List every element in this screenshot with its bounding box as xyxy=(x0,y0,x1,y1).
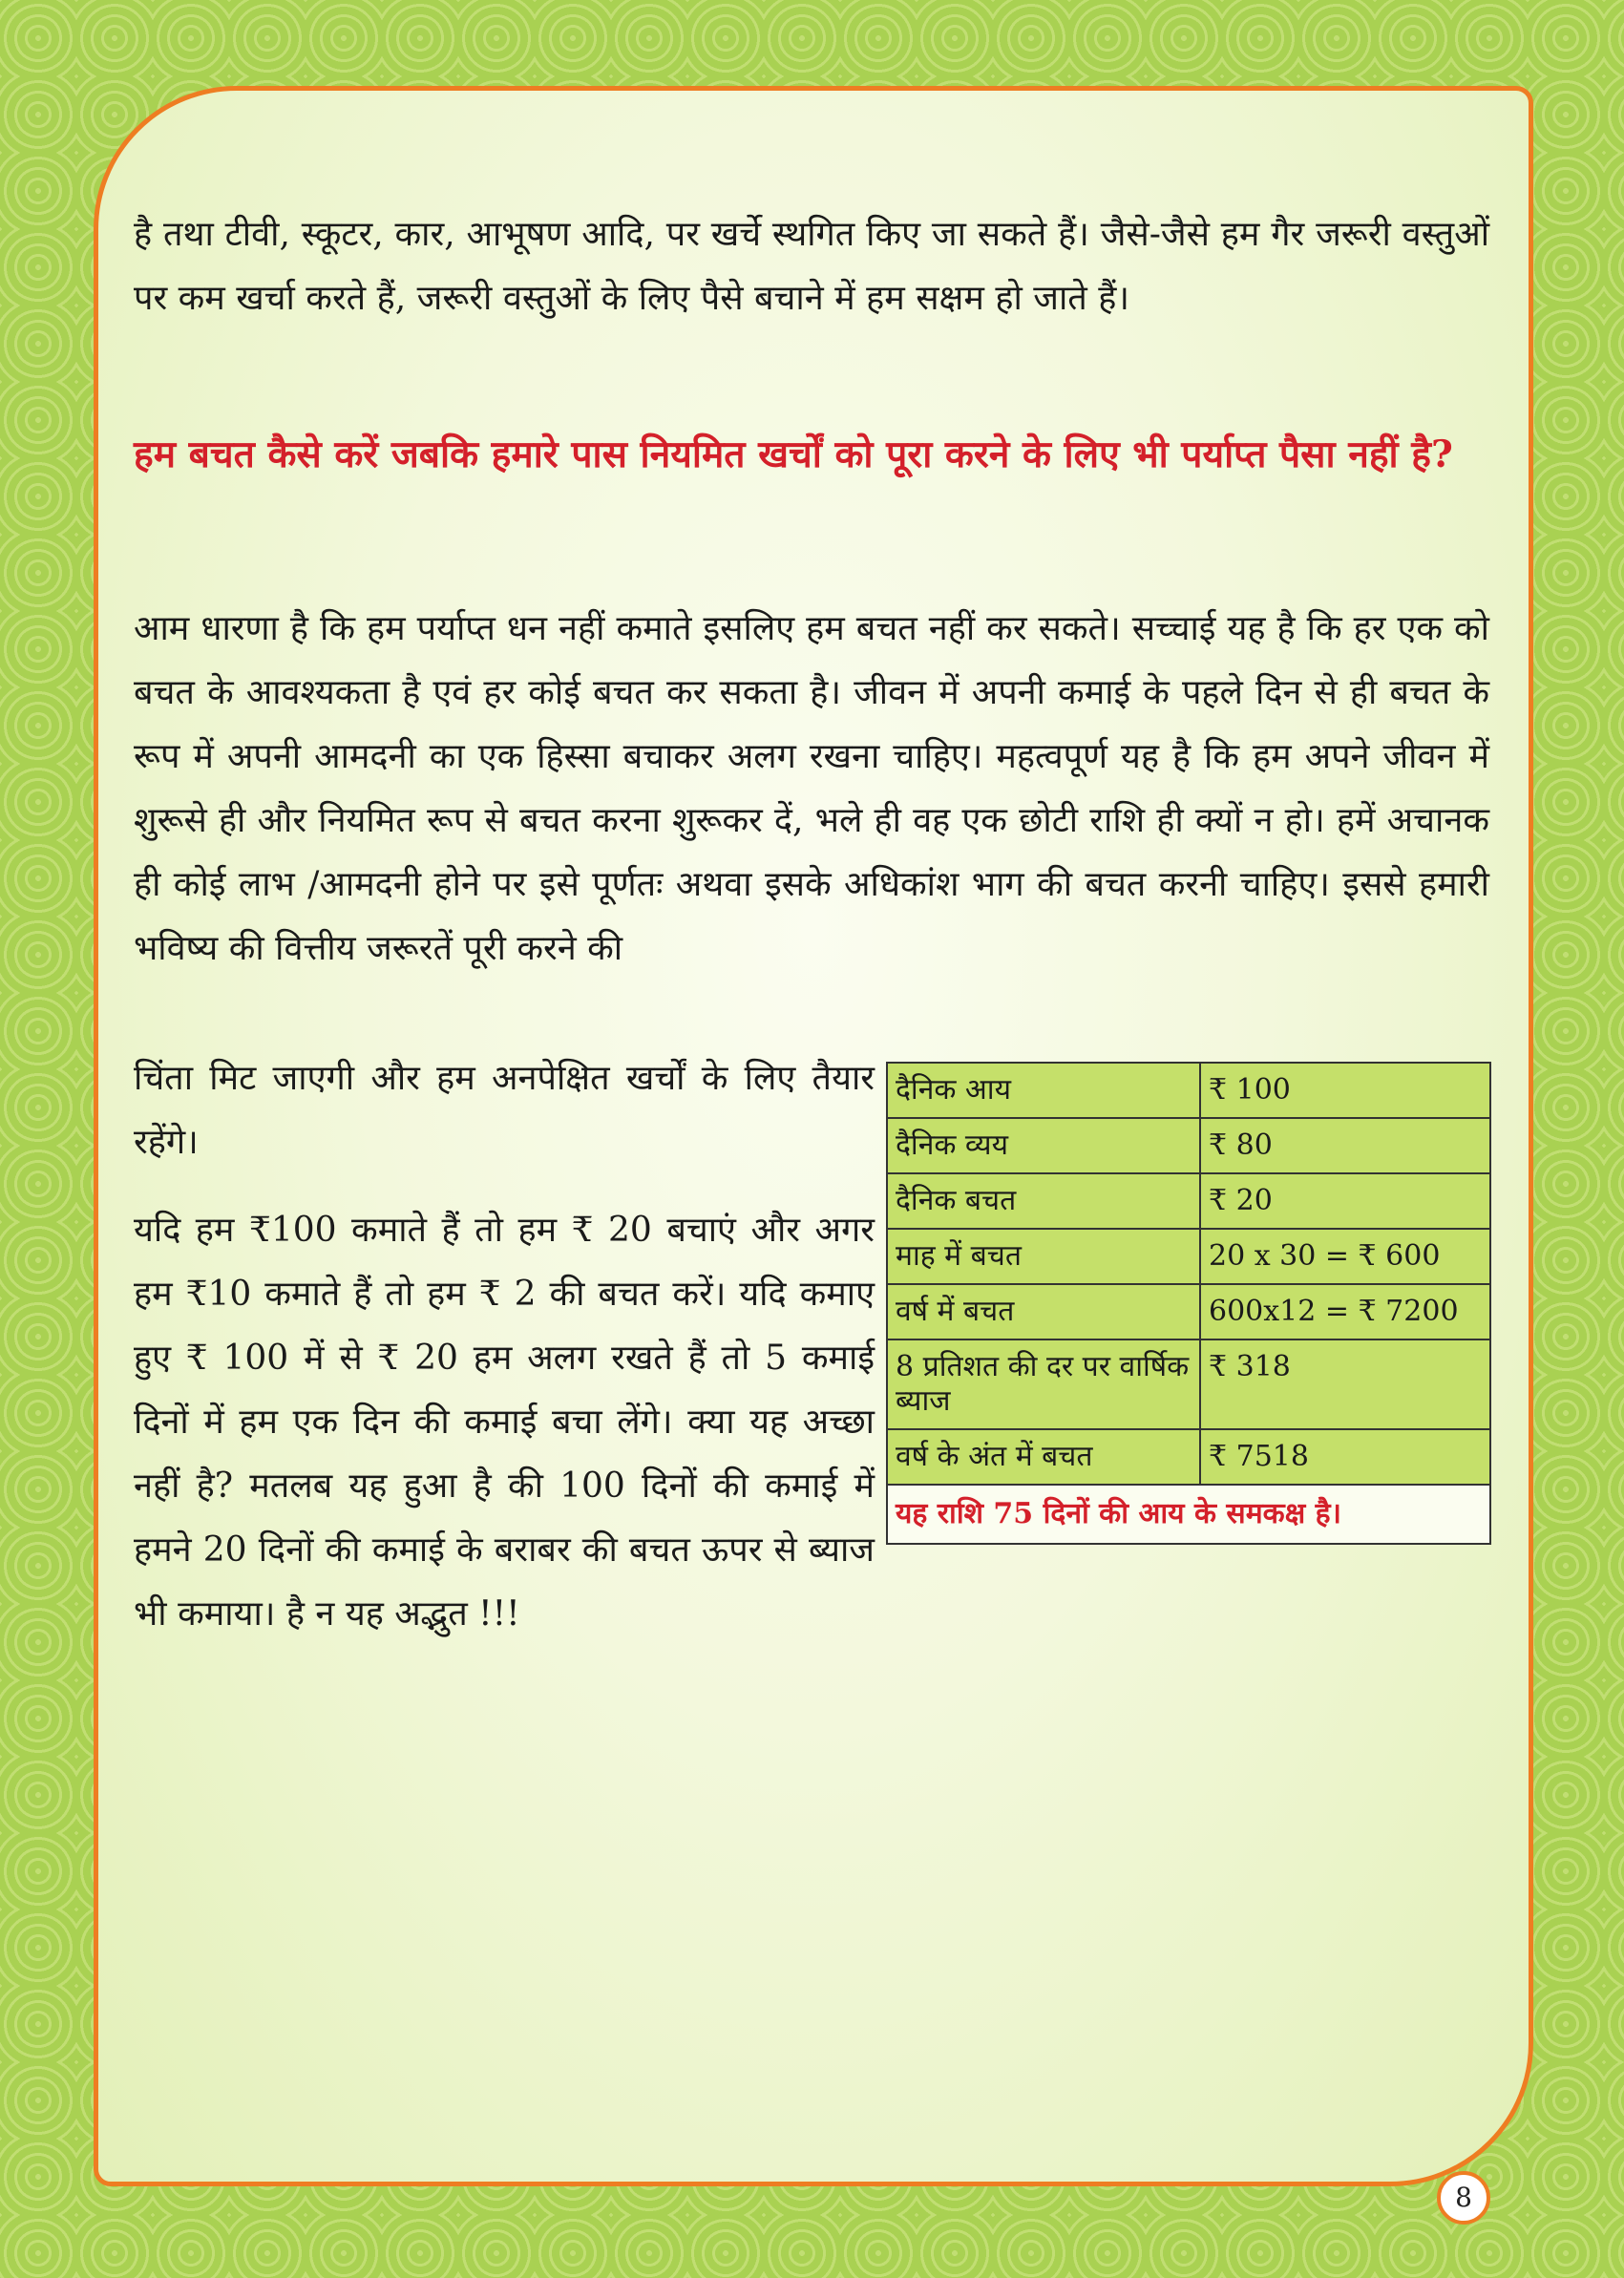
table-row xyxy=(887,1229,1490,1284)
row-value: ₹ 7518 xyxy=(1200,1429,1490,1485)
row-label: माह में बचत xyxy=(887,1229,1200,1284)
page-number: 8 xyxy=(1437,2171,1490,2225)
table-footer-row xyxy=(887,1485,1490,1544)
row-label: दैनिक बचत xyxy=(887,1173,1200,1229)
paragraph-example: यदि हम ₹100 कमाते हैं तो हम ₹ 20 बचाएं और अगर हम ₹10 कमाते हैं तो हम ₹ 2 की बचत करें। यदि कमाए हुए ₹ 100 में से ₹ 20 हम अलग रखते हैं तो 5 कमाई दिनों में हम एक दिन की कमाई बचा लेंगे। क्या यह अच्छा नहीं है? मतलब यह हुआ है की 100 दिनों की कमाई में हमने 20 दिनों की कमाई के बराबर की बचत ऊपर से ब्याज भी कमाया। है न यह अद्भुत !!! xyxy=(134,1211,875,1634)
table-footer-note: यह राशि 75 दिनों की आय के समकक्ष है। xyxy=(887,1485,1490,1544)
table-row xyxy=(887,1118,1490,1173)
row-label: 8 प्रतिशत की दर पर वार्षिक ब्याज xyxy=(887,1339,1200,1429)
paragraph-intro: है तथा टीवी, स्कूटर, कार, आभूषण आदि, पर खर्चे स्थगित किए जा सकते हैं। जैसे-जैसे हम गैर जरूरी वस्तुओं पर कम खर्चा करते हैं, जरूरी वस्तुओं के लिए पैसे बचाने में हम सक्षम हो जाते हैं। xyxy=(134,215,1489,318)
row-value: 600x12 = ₹ 7200 xyxy=(1200,1284,1490,1339)
row-value: ₹ 100 xyxy=(1200,1063,1490,1118)
row-value: 20 x 30 = ₹ 600 xyxy=(1200,1229,1490,1284)
row-value: ₹ 80 xyxy=(1200,1118,1490,1173)
paragraph-continuation: चिंता मिट जाएगी और हम अनपेक्षित खर्चों के लिए तैयार रहेंगे। xyxy=(134,1059,875,1162)
table-row xyxy=(887,1339,1490,1429)
table-row xyxy=(887,1284,1490,1339)
row-label: दैनिक आय xyxy=(887,1063,1200,1118)
paragraph-belief: आम धारणा है कि हम पर्याप्त धन नहीं कमाते इसलिए हम बचत नहीं कर सकते। सच्चाई यह है कि हर एक को बचत के आवश्यकता है एवं हर कोई बचत कर सकता है। जीवन में अपनी कमाई के पहले दिन से ही बचत के रूप में अपनी आमदनी का एक हिस्सा बचाकर अलग रखना चाहिए। महत्वपूर्ण यह है कि हम अपने जीवन में शुरूसे ही और नियमित रूप से बचत करना शुरूकर दें, भले ही वह एक छोटी राशि ही क्यों न हो। हमें अचानक ही कोई लाभ /आमदनी होने पर इसे पूर्णतः अथवा इसके अधिकांश भाग की बचत करनी चाहिए। इससे हमारी भविष्य की वित्तीय जरूरतें पूरी करने की xyxy=(134,609,1489,968)
row-value: ₹ 20 xyxy=(1200,1173,1490,1229)
row-label: वर्ष के अंत में बचत xyxy=(887,1429,1200,1485)
row-label: वर्ष में बचत xyxy=(887,1284,1200,1339)
table-row xyxy=(887,1173,1490,1229)
section-heading: हम बचत कैसे करें जबकि हमारे पास नियमित खर्चों को पूरा करने के लिए भी पर्याप्त पैसा नहीं है? xyxy=(134,432,1453,476)
row-value: ₹ 318 xyxy=(1200,1339,1490,1429)
table-row xyxy=(887,1063,1490,1118)
table-row xyxy=(887,1429,1490,1485)
savings-table xyxy=(886,1062,1491,1545)
row-label: दैनिक व्यय xyxy=(887,1118,1200,1173)
